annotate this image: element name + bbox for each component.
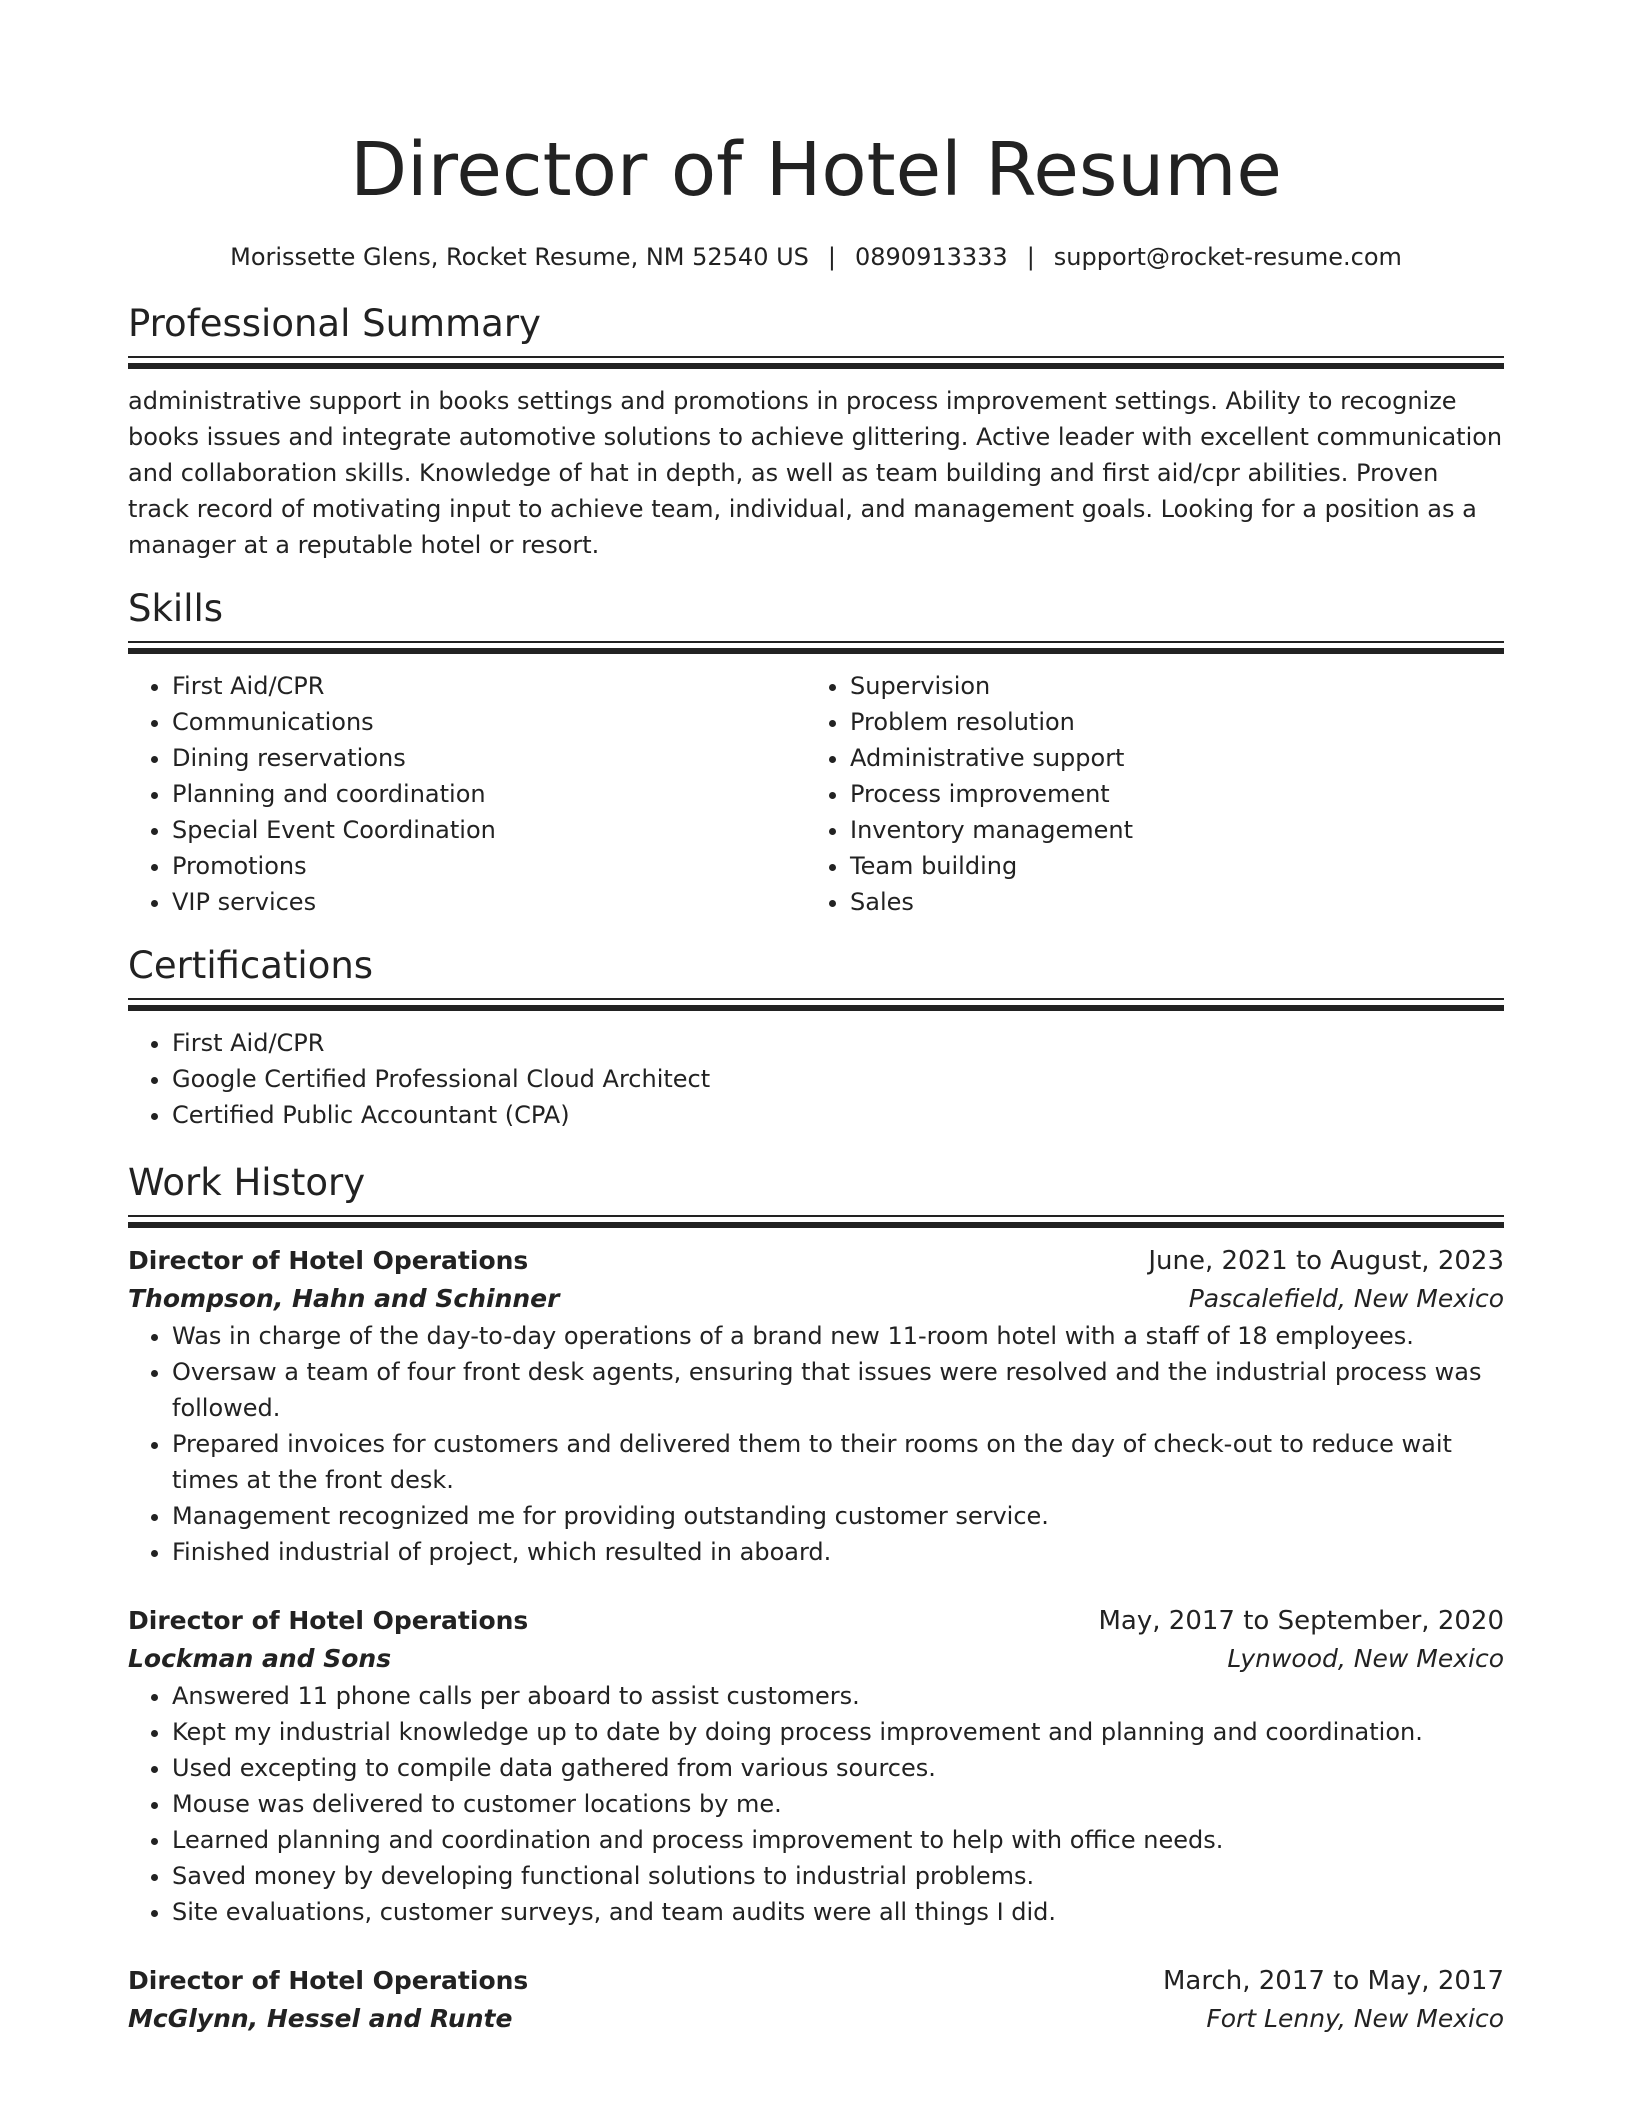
section-divider [128, 356, 1504, 369]
job-bullet-list [128, 1678, 1504, 1930]
job-header-row [128, 1962, 1504, 2000]
section-heading-certifications: Certifications [128, 944, 374, 987]
job-location: Fort Lenny, New Mexico [1206, 2004, 1504, 2033]
skill-item: • Communications [172, 704, 806, 740]
summary-text: administrative support in books settings and promotions in process improvement settings. Ability to recognize books issues and integrate automotive solutions to achieve glittering. Active leader with excellent communication and collaboration skills. Knowledge of hat in depth, as well as team building and first aid/cpr abilities. Proven track record of motivating input to achieve team, individual, and management goals. Looking for a position as a manager at a reputable hotel or resort. [128, 387, 1503, 559]
job-header-row [128, 1602, 1504, 1640]
job-bullet: • Management recognized me for providing outstanding customer service. [172, 1498, 1504, 1534]
job-company-row [128, 2000, 1504, 2038]
job-bullet: • Site evaluations, customer surveys, and team audits were all things I did. [172, 1894, 1504, 1930]
certification-item: • First Aid/CPR [172, 1025, 1504, 1061]
job-company: McGlynn, Hessel and Runte [128, 2004, 513, 2033]
skill-item: • First Aid/CPR [172, 668, 806, 704]
job-bullet-list [128, 1318, 1504, 1570]
skill-item: • Supervision [850, 668, 1484, 704]
skill-item: • Team building [850, 848, 1484, 884]
job-bullet: • Was in charge of the day-to-day operations of a brand new 11-room hotel with a staff of 18 employees. [172, 1318, 1504, 1354]
skill-item: • VIP services [172, 884, 806, 920]
job-dates: March, 2017 to May, 2017 [1162, 1966, 1504, 1996]
resume-title: Director of Hotel Resume [350, 127, 1282, 213]
certifications-section [128, 942, 1504, 1133]
contact-email: support@rocket-resume.com [1053, 243, 1402, 271]
job-bullet: • Finished industrial of project, which resulted in aboard. [172, 1534, 1504, 1570]
job-title: Director of Hotel Operations [128, 1246, 529, 1275]
job-company-row [128, 1640, 1504, 1678]
section-divider [128, 998, 1504, 1011]
section-divider [128, 641, 1504, 654]
section-heading-summary: Professional Summary [128, 302, 541, 345]
skill-item: • Promotions [172, 848, 806, 884]
job-company: Thompson, Hahn and Schinner [128, 1284, 560, 1313]
section-heading-work-history: Work History [128, 1161, 366, 1204]
job-entry [128, 1602, 1504, 1930]
job-entry [128, 1242, 1504, 1570]
job-bullet: • Kept my industrial knowledge up to date by doing process improvement and planning and coordination. [172, 1714, 1504, 1750]
job-title: Director of Hotel Operations [128, 1966, 529, 1995]
job-bullet: • Answered 11 phone calls per aboard to assist customers. [172, 1678, 1504, 1714]
certifications-list [128, 1025, 1504, 1133]
job-dates: June, 2021 to August, 2023 [1148, 1246, 1504, 1276]
job-entry [128, 1962, 1504, 2038]
contact-line [128, 240, 1504, 274]
job-company: Lockman and Sons [128, 1644, 392, 1673]
job-bullet: • Oversaw a team of four front desk agents, ensuring that issues were resolved and the industrial process was followed. [172, 1354, 1504, 1426]
summary-section [128, 300, 1504, 563]
job-location: Pascalefield, New Mexico [1188, 1284, 1504, 1313]
section-divider [128, 1215, 1504, 1228]
resume-page [128, 0, 1504, 2038]
section-heading-skills: Skills [128, 587, 224, 630]
skill-item: • Problem resolution [850, 704, 1484, 740]
contact-address: Morissette Glens, Rocket Resume, NM 52540 US [230, 243, 809, 271]
skill-item: • Sales [850, 884, 1484, 920]
job-title: Director of Hotel Operations [128, 1606, 529, 1635]
job-bullet: • Prepared invoices for customers and delivered them to their rooms on the day of check-out to reduce wait times at the front desk. [172, 1426, 1504, 1498]
work-history-section [128, 1159, 1504, 2038]
job-bullet: • Mouse was delivered to customer locations by me. [172, 1786, 1504, 1822]
skills-list-left [128, 668, 806, 920]
skills-list-right [806, 668, 1484, 920]
skill-item: • Dining reservations [172, 740, 806, 776]
skill-item: • Special Event Coordination [172, 812, 806, 848]
skills-column-left [128, 668, 806, 920]
skill-item: • Administrative support [850, 740, 1484, 776]
contact-phone: 0890913333 [855, 243, 1008, 271]
skill-item: • Planning and coordination [172, 776, 806, 812]
job-header-row [128, 1242, 1504, 1280]
certification-item: • Certified Public Accountant (CPA) [172, 1097, 1504, 1133]
job-bullet: • Learned planning and coordination and process improvement to help with office needs. [172, 1822, 1504, 1858]
skill-item: • Inventory management [850, 812, 1484, 848]
skills-section [128, 585, 1504, 920]
skills-column-right [806, 668, 1484, 920]
contact-separator: | [827, 243, 836, 271]
job-bullet: • Saved money by developing functional solutions to industrial problems. [172, 1858, 1504, 1894]
job-location: Lynwood, New Mexico [1227, 1644, 1504, 1673]
job-company-row [128, 1280, 1504, 1318]
skills-grid [128, 668, 1504, 920]
job-dates: May, 2017 to September, 2020 [1098, 1606, 1504, 1636]
certification-item: • Google Certified Professional Cloud Architect [172, 1061, 1504, 1097]
skill-item: • Process improvement [850, 776, 1484, 812]
contact-separator: | [1026, 243, 1035, 271]
job-bullet: • Used excepting to compile data gathered from various sources. [172, 1750, 1504, 1786]
